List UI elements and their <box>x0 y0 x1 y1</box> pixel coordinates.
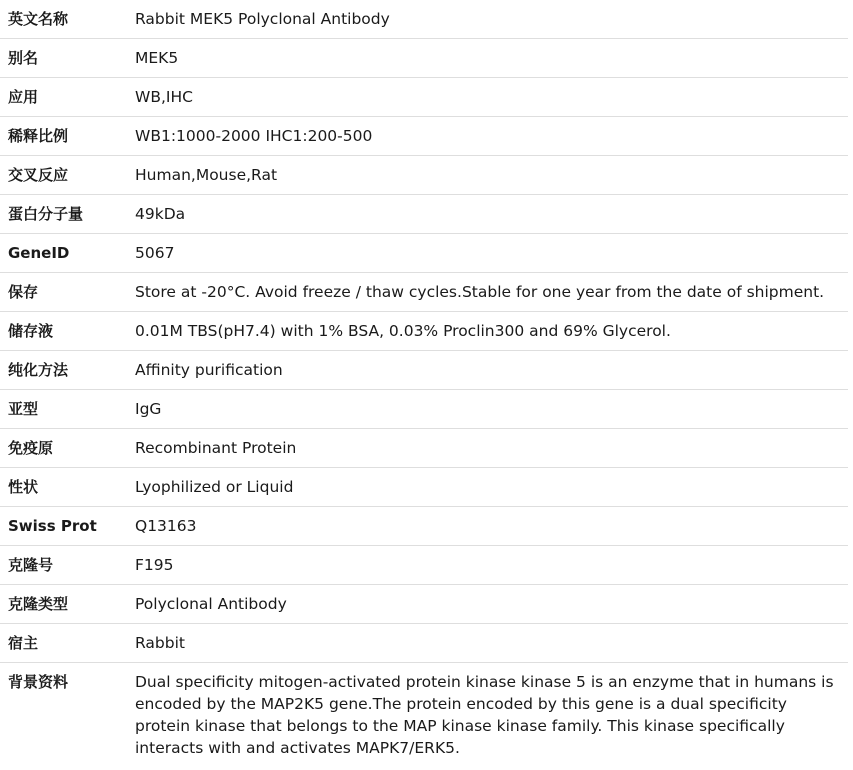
spec-value: Polyclonal Antibody <box>135 595 287 613</box>
spec-label: 储存液 <box>8 322 54 340</box>
spec-label: 蛋白分子量 <box>8 205 84 223</box>
spec-row-buffer <box>0 312 848 351</box>
spec-row-clone-number <box>0 546 848 585</box>
spec-label: 英文名称 <box>8 10 69 28</box>
spec-row-alias <box>0 39 848 78</box>
spec-row-host <box>0 624 848 663</box>
spec-label: 免疫原 <box>8 439 54 457</box>
spec-value: WB,IHC <box>135 88 193 106</box>
spec-row-molecular-weight <box>0 195 848 234</box>
spec-row-clonality <box>0 585 848 624</box>
spec-value: Store at -20°C. Avoid freeze / thaw cycles.Stable for one year from the date of shipment. <box>135 283 825 301</box>
spec-value: IgG <box>135 400 162 418</box>
spec-row-form <box>0 468 848 507</box>
spec-value: F195 <box>135 556 174 574</box>
spec-value: Human,Mouse,Rat <box>135 166 278 184</box>
spec-value: Rabbit <box>135 634 185 652</box>
spec-value: 49kDa <box>135 205 186 223</box>
spec-row-english-name <box>0 0 848 39</box>
spec-value: Rabbit MEK5 Polyclonal Antibody <box>135 10 390 28</box>
spec-row-storage <box>0 273 848 312</box>
spec-label: 交叉反应 <box>8 166 69 184</box>
spec-label: 保存 <box>8 283 39 301</box>
spec-value: 5067 <box>135 244 175 262</box>
spec-label: 宿主 <box>8 634 39 652</box>
spec-row-background <box>0 663 848 766</box>
spec-row-swiss-prot <box>0 507 848 546</box>
spec-label: 性状 <box>8 478 39 496</box>
spec-value: Affinity purification <box>135 361 283 379</box>
spec-label: 应用 <box>8 88 39 106</box>
spec-label: Swiss Prot <box>8 517 97 535</box>
spec-value: 0.01M TBS(pH7.4) with 1% BSA, 0.03% Proclin300 and 69% Glycerol. <box>135 322 671 340</box>
spec-row-cross-reactivity <box>0 156 848 195</box>
spec-label: 克隆号 <box>8 556 54 574</box>
spec-value: Lyophilized or Liquid <box>135 478 294 496</box>
spec-label: 纯化方法 <box>8 361 69 379</box>
spec-row-immunogen <box>0 429 848 468</box>
spec-row-dilution <box>0 117 848 156</box>
spec-value: Q13163 <box>135 517 197 535</box>
spec-row-isotype <box>0 390 848 429</box>
spec-row-purification <box>0 351 848 390</box>
spec-value: WB1:1000-2000 IHC1:200-500 <box>135 127 373 145</box>
spec-value: Dual specificity mitogen-activated protein kinase kinase 5 is an enzyme that in humans is encoded by the MAP2K5 gene.The protein encoded by this gene is a dual specificity protein kinase that belongs to the MAP kinase kinase family. This kinase specifically interacts with and activates MAPK7/ERK5. <box>135 673 834 757</box>
spec-value: Recombinant Protein <box>135 439 297 457</box>
spec-label: GeneID <box>8 244 70 262</box>
spec-row-gene-id <box>0 234 848 273</box>
spec-label: 稀释比例 <box>8 127 69 145</box>
spec-label: 背景资料 <box>8 673 69 691</box>
spec-label: 克隆类型 <box>8 595 69 613</box>
spec-row-application <box>0 78 848 117</box>
spec-label: 亚型 <box>8 400 39 418</box>
spec-label: 别名 <box>8 49 39 67</box>
spec-value: MEK5 <box>135 49 179 67</box>
